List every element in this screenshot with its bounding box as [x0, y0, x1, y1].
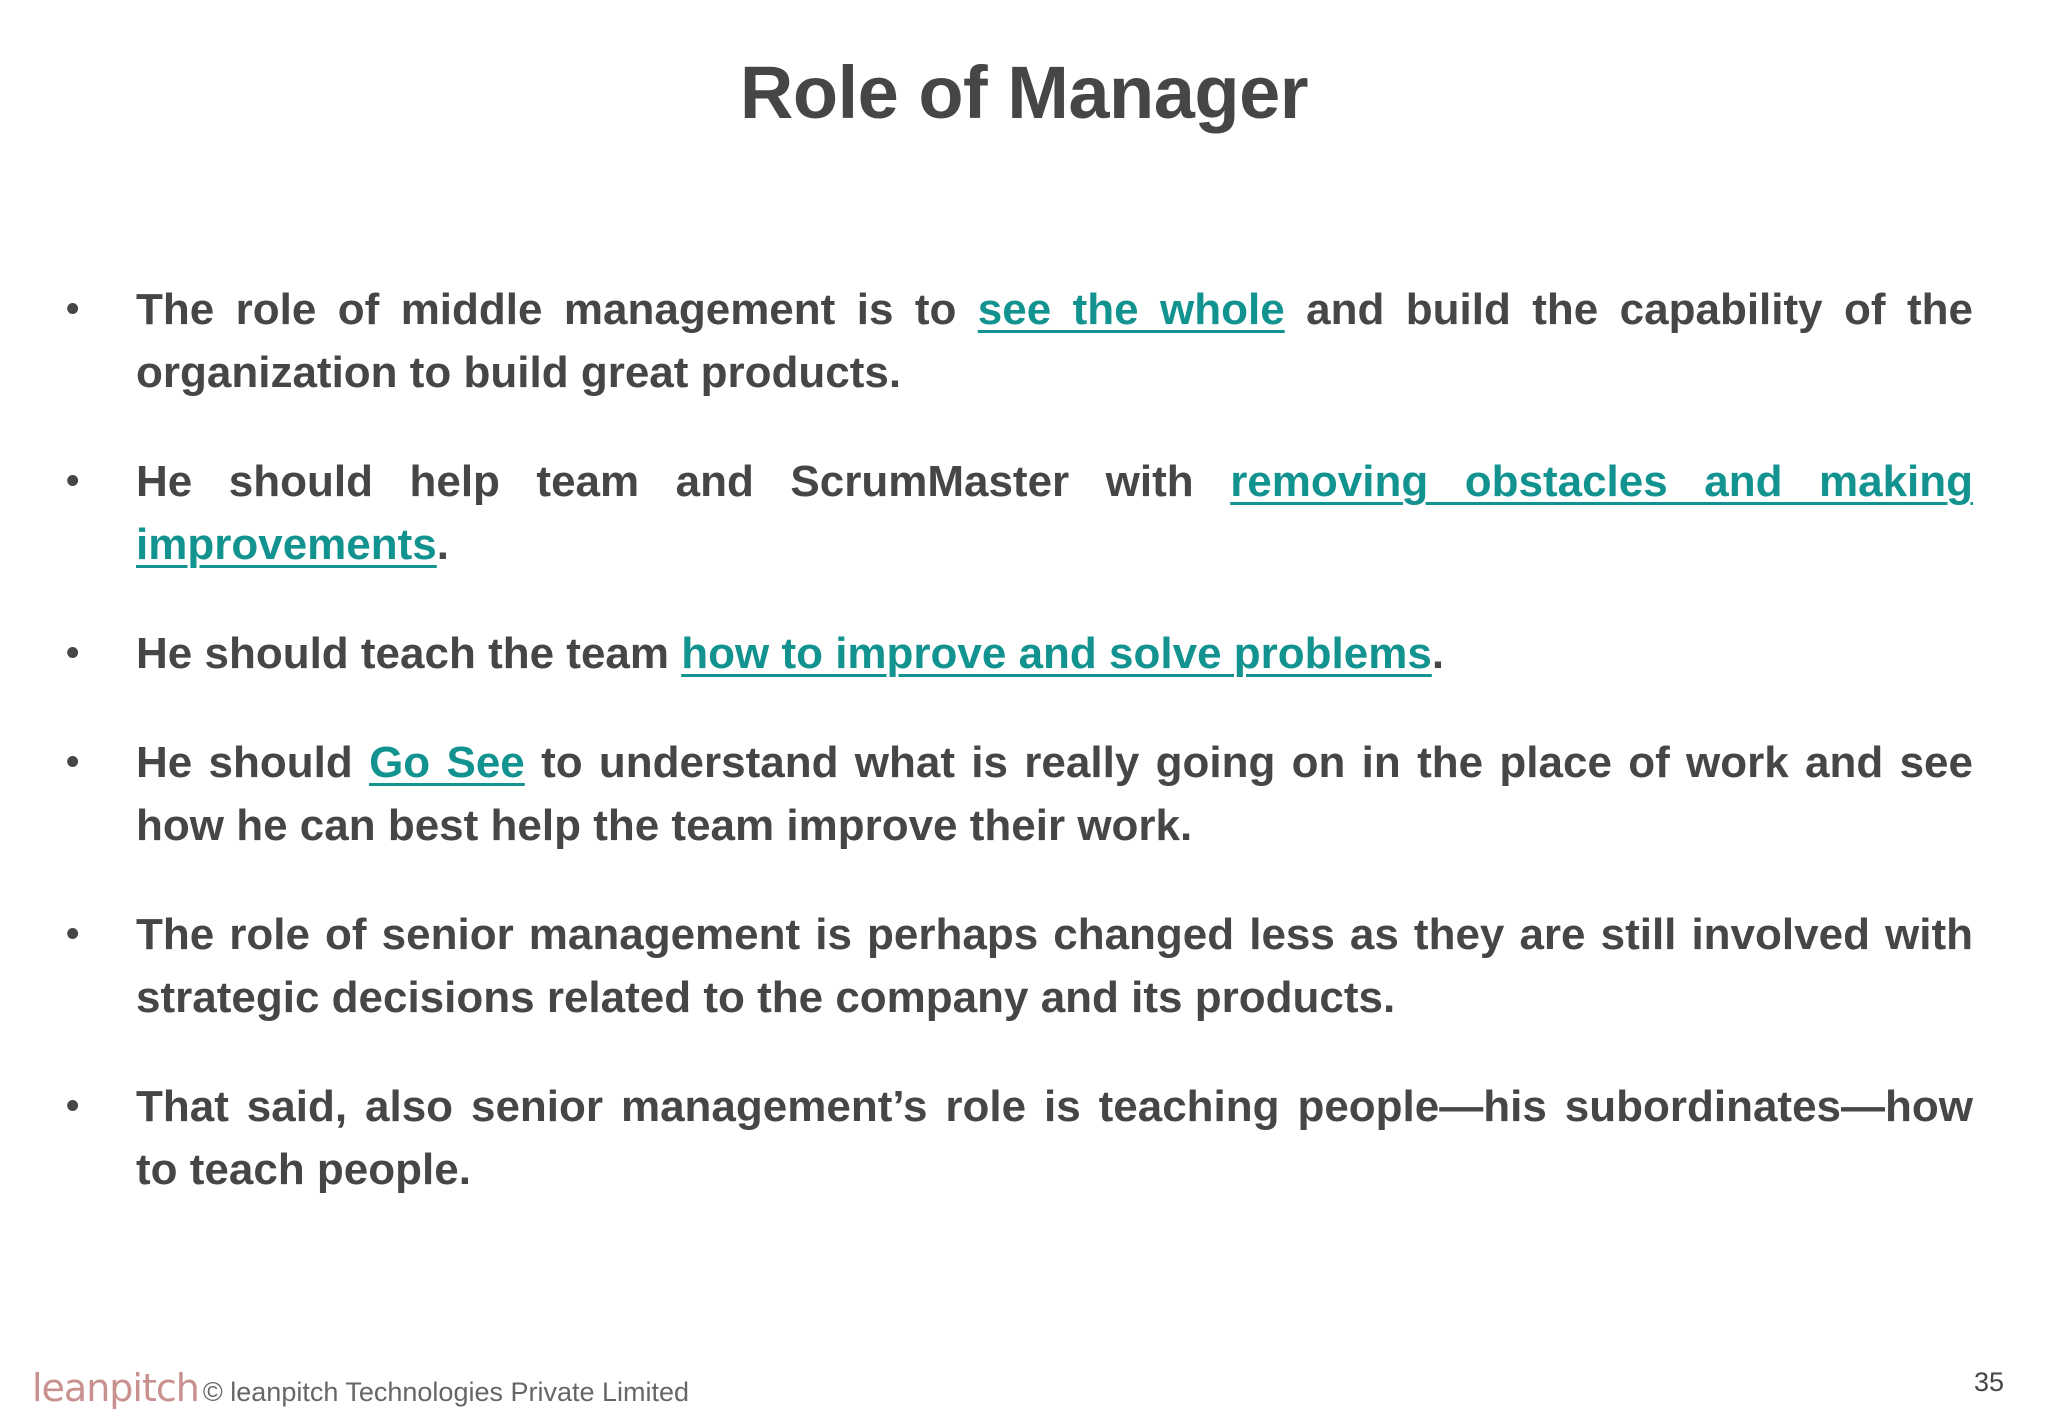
bullet-text: to understand what is really going on in the place of work and see how he can best help the team improve their work.	[136, 738, 1973, 850]
bullet-item	[58, 278, 1973, 404]
footer	[32, 1366, 689, 1410]
slide-title: Role of Manager	[739, 51, 1309, 134]
bullet-dot-icon: •	[66, 460, 80, 502]
page-number: 35	[1973, 1367, 2004, 1397]
bullet-dot-icon: •	[66, 741, 80, 783]
copyright-text: © leanpitch Technologies Private Limited	[202, 1377, 690, 1407]
bullet-text: The role of senior management is perhaps changed less as they are still involved with strategic decisions related to the company and its products.	[136, 910, 1973, 1022]
link-removing-obstacles[interactable]: removing obstacles and making improvements	[136, 457, 1974, 569]
bullet-dot-icon: •	[66, 1085, 80, 1127]
link-improve-solve-problems[interactable]: how to improve and solve problems	[681, 629, 1432, 678]
bullet-text: He should teach the team	[136, 629, 682, 678]
bullet-dot-icon: •	[66, 632, 80, 674]
bullet-text: .	[436, 520, 449, 569]
bullet-dot-icon: •	[66, 288, 80, 330]
bullet-dot-icon: •	[66, 913, 80, 955]
bullet-item	[58, 731, 1973, 857]
bullet-text: and build the capability of the organization to build great products.	[136, 285, 1973, 397]
bullet-list	[58, 278, 1973, 1247]
bullet-item	[58, 903, 1973, 1029]
bullet-item	[58, 450, 1973, 576]
bullet-text: He should help team and ScrumMaster with	[136, 457, 1231, 506]
bullet-item	[58, 622, 1973, 685]
link-see-the-whole[interactable]: see the whole	[977, 285, 1285, 334]
bullet-text: That said, also senior management’s role is teaching people—his subordinates—how to teach people.	[136, 1082, 1973, 1194]
bullet-text: .	[1431, 629, 1445, 678]
bullet-text: The role of middle management is to	[136, 285, 978, 334]
leanpitch-logo: leanpitch	[32, 1366, 199, 1410]
bullet-text: He should	[136, 738, 370, 787]
link-go-see[interactable]: Go See	[369, 738, 525, 787]
bullet-item	[58, 1075, 1973, 1201]
